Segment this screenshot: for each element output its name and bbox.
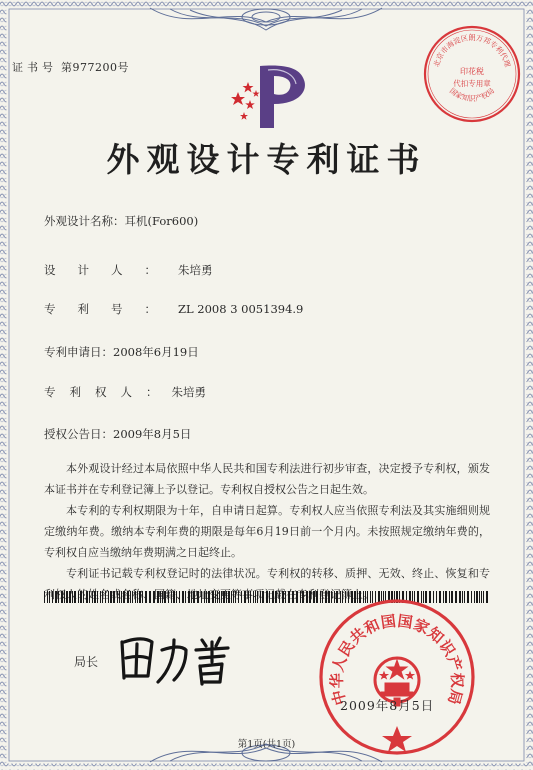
issue-date: 2009年8月5日: [340, 698, 435, 713]
certificate-number-value: 第977200号: [61, 61, 129, 74]
filing-date-label: 专利申请日：: [44, 345, 113, 359]
small-seal-bottom-text: 国家知识产权局: [447, 86, 497, 103]
document-title: 外观设计专利证书: [106, 140, 427, 179]
field-filing-date: [44, 344, 199, 360]
patentee-label: 专利权人：: [44, 385, 172, 399]
body-paragraph-legal-status: 专利证书记载专利权登记时的法律状况。专利权的转移、质押、无效、终止、恢复和专利权人的姓名或名称、国籍、地址变更等事项记载在专利登记簿上。: [44, 567, 490, 601]
designer-value: 朱培勇: [178, 263, 213, 277]
design-name-label: 外观设计名称：: [44, 214, 125, 228]
body-paragraph-term: 本专利的专利权期限为十年，自申请日起算。专利权人应当依照专利法及其实施细则规定缴纳年费。缴纳本专利年费的期限是每年6月19日前一个月内。未按照规定缴纳年费的，专利权自应当缴纳年费期满之日起终止。: [44, 504, 490, 559]
tax-stamp-seal: [420, 22, 524, 126]
small-seal-line2: 代扣专用章: [453, 79, 491, 88]
patent-number-label: 专利号：: [44, 302, 178, 316]
field-grant-date: [44, 426, 191, 442]
patentee-value: 朱培勇: [171, 385, 206, 399]
designer-label: 设计人：: [44, 263, 178, 277]
body-paragraph-grant: 本外观设计经过本局依照中华人民共和国专利法进行初步审查，决定授予专利权，颁发本证书并在专利登记簿上予以登记。专利权自授权公告之日起生效。: [44, 462, 490, 496]
big-seal-text: 中华人民共和国国家知识产权局: [327, 611, 467, 707]
filing-date-value: 2008年6月19日: [113, 345, 199, 359]
certificate-body: [44, 458, 490, 605]
director-signature: [116, 630, 246, 688]
sipo-logo: [228, 60, 314, 132]
director-label: 局长: [74, 655, 99, 669]
small-seal-line1: 印花税: [460, 67, 484, 76]
patent-number-value: ZL 2008 3 0051394.9: [178, 302, 304, 316]
certificate-number: [12, 59, 129, 75]
svg-text:国家知识产权局: [448, 86, 496, 103]
field-designer: [44, 262, 213, 278]
svg-text:北京市海淀区朗万邦专利代理: [432, 33, 513, 69]
design-name-value: 耳机(For600): [124, 214, 199, 228]
page-number: 第1页(共1页): [237, 739, 296, 750]
grant-date-label: 授权公告日：: [44, 427, 113, 441]
sipo-official-seal: [318, 598, 476, 756]
top-ornament: [150, 8, 382, 30]
field-design-name: [44, 213, 198, 229]
certificate-number-label: 证书号: [12, 61, 57, 74]
small-seal-top-text: 北京市海淀区朗万邦专利代理: [431, 33, 513, 69]
grant-date-value: 2009年8月5日: [113, 427, 192, 441]
field-patentee: [44, 384, 206, 400]
field-patent-number: [44, 301, 303, 317]
